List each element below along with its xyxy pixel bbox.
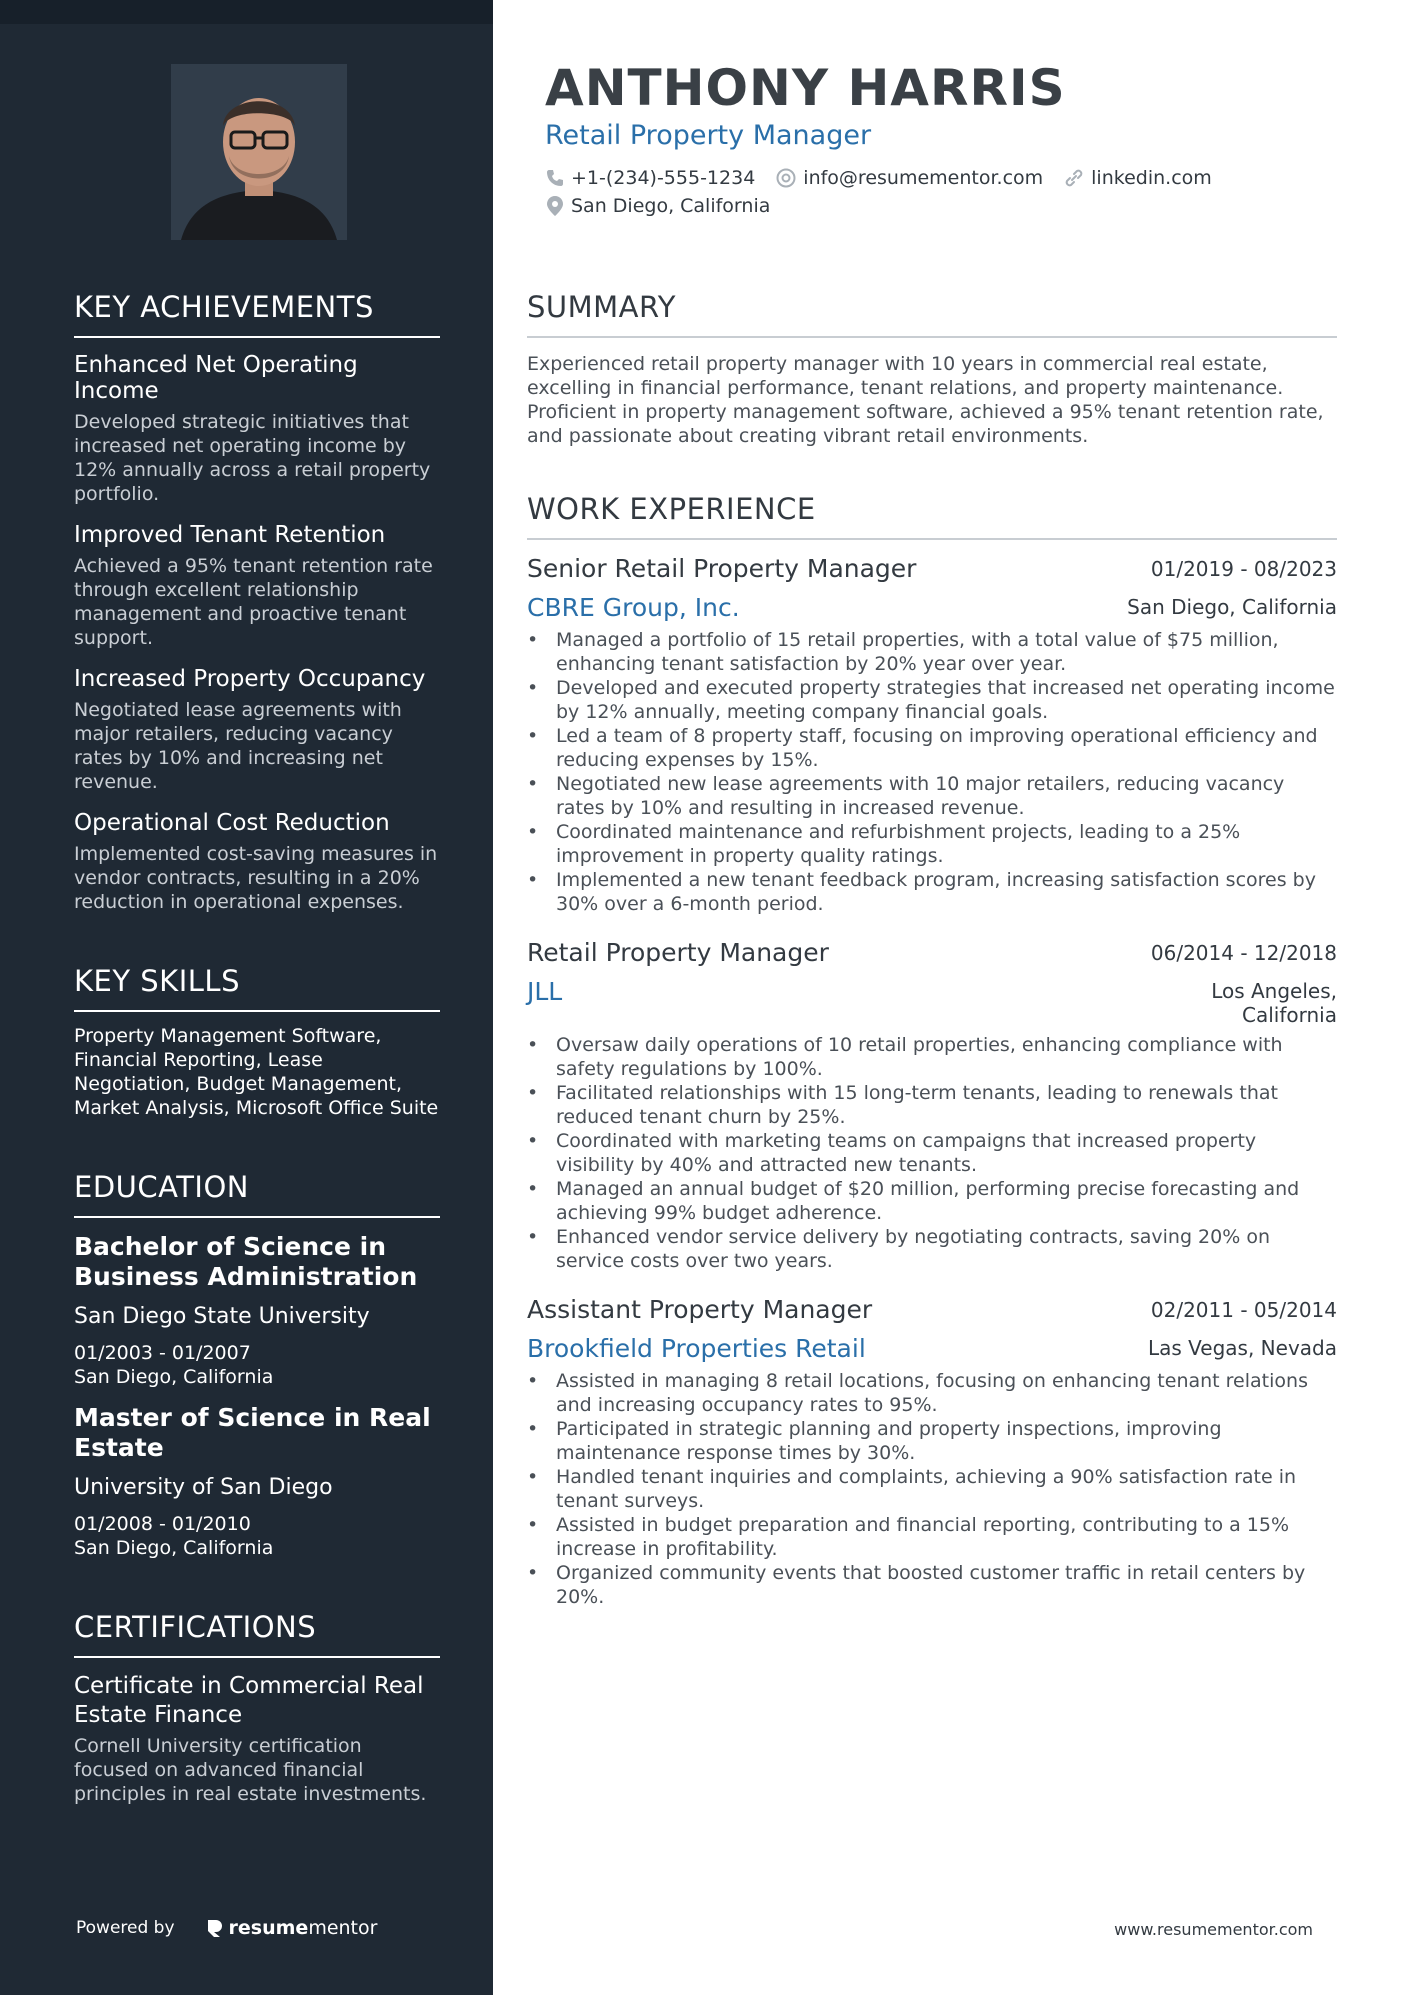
job-bullet: • Coordinated with marketing teams on campaigns that increased property visibility by 40% and attracted new tenants. <box>527 1129 1337 1177</box>
sidebar <box>0 0 493 1995</box>
achievement-desc: Implemented cost-saving measures in vendor contracts, resulting in a 20% reduction in operational expenses. <box>74 843 438 913</box>
contact-email[interactable] <box>775 167 1043 189</box>
summary-heading: SUMMARY <box>527 290 1337 338</box>
resume-header <box>545 58 1345 217</box>
achievement-item <box>74 522 440 650</box>
map-pin-icon <box>545 195 565 217</box>
job-bullet: • Managed a portfolio of 15 retail properties, with a total value of $75 million, enhancing tenant satisfaction by 20% year over year. <box>527 628 1337 676</box>
job-dates: 06/2014 - 12/2018 <box>1150 941 1337 965</box>
certification-desc: Cornell University certification focused on advanced financial principles in real estate investments. <box>74 1735 427 1805</box>
brand-name-light: mentor <box>308 1917 378 1939</box>
contact-location <box>545 195 770 217</box>
job-bullet: • Participated in strategic planning and property inspections, improving maintenance response times by 30%. <box>527 1417 1337 1465</box>
powered-by-label: Powered by <box>76 1918 175 1938</box>
job-bullets <box>527 1033 1337 1273</box>
portrait-image <box>171 64 347 240</box>
job-location <box>1211 979 1337 1027</box>
achievement-item <box>74 352 440 506</box>
main-content <box>527 290 1337 1609</box>
phone-text: +1-(234)-555-1234 <box>571 167 756 189</box>
job-bullet: • Implemented a new tenant feedback program, increasing satisfaction scores by 30% over a 6-month period. <box>527 868 1337 916</box>
achievement-desc: Developed strategic initiatives that increased net operating income by 12% annually across a retail property portfolio. <box>74 411 431 505</box>
job-company: Brookfield Properties Retail <box>527 1334 866 1363</box>
certifications-section <box>74 1610 440 1806</box>
job-bullet: • Organized community events that boosted customer traffic in retail centers by 20%. <box>527 1561 1337 1609</box>
job-entry <box>527 938 1337 1273</box>
job-location-line: California <box>1242 1003 1337 1027</box>
education-location: San Diego, California <box>74 1366 274 1388</box>
summary-section <box>527 290 1337 448</box>
brand-logo[interactable] <box>205 1917 378 1939</box>
contact-phone <box>545 167 755 189</box>
education-school: San Diego State University <box>74 1304 370 1329</box>
education-degree: Master of Science in Real Estate <box>74 1403 431 1462</box>
key-achievements-heading: KEY ACHIEVEMENTS <box>74 290 440 338</box>
job-bullet: • Coordinated maintenance and refurbishment projects, leading to a 25% improvement in property quality ratings. <box>527 820 1337 868</box>
powered-by <box>76 1917 377 1939</box>
sidebar-content <box>74 290 440 1806</box>
contact-linkedin[interactable] <box>1063 167 1212 189</box>
profile-photo <box>171 64 347 240</box>
work-experience-section <box>527 492 1337 1609</box>
education-section <box>74 1170 440 1560</box>
summary-text: Experienced retail property manager with 10 years in commercial real estate, excelling in financial performance, tenant relations, and property maintenance. Proficient in property management software, achieved a 95% tenant retention rate, and passionate about creating vibrant retail environments. <box>527 353 1324 447</box>
education-degree: Bachelor of Science in Business Administration <box>74 1232 418 1291</box>
job-location-line: Los Angeles, <box>1211 979 1337 1003</box>
education-location: San Diego, California <box>74 1537 274 1559</box>
job-bullets <box>527 1369 1337 1609</box>
job-bullet: • Facilitated relationships with 15 long-term tenants, leading to renewals that reduced tenant churn by 25%. <box>527 1081 1337 1129</box>
linkedin-text: linkedin.com <box>1091 167 1212 189</box>
certifications-heading: CERTIFICATIONS <box>74 1610 440 1658</box>
sidebar-top-band <box>0 0 493 24</box>
education-heading: EDUCATION <box>74 1170 440 1218</box>
job-location: San Diego, California <box>1127 595 1337 619</box>
job-company: CBRE Group, Inc. <box>527 593 740 622</box>
job-bullets <box>527 628 1337 916</box>
education-school: University of San Diego <box>74 1475 333 1500</box>
job-company: JLL <box>527 977 563 1006</box>
email-text: info@resumementor.com <box>803 167 1044 189</box>
education-dates: 01/2003 - 01/2007 <box>74 1342 251 1364</box>
key-skills-heading: KEY SKILLS <box>74 964 440 1012</box>
link-icon <box>1063 167 1085 189</box>
education-meta <box>74 1512 440 1560</box>
achievement-title: Increased Property Occupancy <box>74 666 426 692</box>
certification-title: Certificate in Commercial Real Estate Finance <box>74 1673 424 1728</box>
contact-row <box>545 167 1345 189</box>
job-bullet: • Assisted in managing 8 retail locations, focusing on enhancing tenant relations and increasing occupancy rates to 95%. <box>527 1369 1337 1417</box>
candidate-name: ANTHONY HARRIS <box>545 59 1066 117</box>
achievement-item <box>74 810 440 914</box>
candidate-role: Retail Property Manager <box>545 120 872 151</box>
job-bullet: • Handled tenant inquiries and complaints, achieving a 90% satisfaction rate in tenant surveys. <box>527 1465 1337 1513</box>
location-text: San Diego, California <box>571 195 771 217</box>
job-bullet: • Negotiated new lease agreements with 10 major retailers, reducing vacancy rates by 10% and resulting in increased revenue. <box>527 772 1337 820</box>
contact-row-location <box>545 195 1345 217</box>
job-title: Senior Retail Property Manager <box>527 554 917 583</box>
achievement-title: Enhanced Net Operating Income <box>74 352 358 404</box>
achievement-title: Operational Cost Reduction <box>74 810 390 836</box>
job-dates: 01/2019 - 08/2023 <box>1150 557 1337 581</box>
job-entry <box>527 554 1337 916</box>
education-dates: 01/2008 - 01/2010 <box>74 1513 251 1535</box>
achievement-desc: Achieved a 95% tenant retention rate through excellent relationship management and proactive tenant support. <box>74 555 433 649</box>
achievement-item <box>74 666 440 794</box>
job-bullet: • Assisted in budget preparation and financial reporting, contributing to a 15% increase in profitability. <box>527 1513 1337 1561</box>
education-item <box>74 1232 440 1389</box>
job-dates: 02/2011 - 05/2014 <box>1150 1298 1337 1322</box>
job-title: Retail Property Manager <box>527 938 829 967</box>
achievement-title: Improved Tenant Retention <box>74 522 386 548</box>
achievement-desc: Negotiated lease agreements with major retailers, reducing vacancy rates by 10% and increasing net revenue. <box>74 699 402 793</box>
key-skills-section <box>74 964 440 1120</box>
certification-item <box>74 1672 440 1806</box>
job-bullet: • Developed and executed property strategies that increased net operating income by 12% annually, meeting company financial goals. <box>527 676 1337 724</box>
key-achievements-section <box>74 290 440 914</box>
job-bullet: • Oversaw daily operations of 10 retail properties, enhancing compliance with safety regulations by 100%. <box>527 1033 1337 1081</box>
job-bullet: • Managed an annual budget of $20 million, performing precise forecasting and achieving 99% budget adherence. <box>527 1177 1337 1225</box>
job-location: Las Vegas, Nevada <box>1147 1336 1337 1360</box>
job-entry <box>527 1295 1337 1609</box>
skills-list: Property Management Software, Financial Reporting, Lease Negotiation, Budget Management, Market Analysis, Microsoft Office Suite <box>74 1025 439 1119</box>
job-bullet: • Enhanced vendor service delivery by negotiating contracts, saving 20% on service costs over two years. <box>527 1225 1337 1273</box>
resumementor-logo-icon <box>205 1918 223 1938</box>
work-experience-heading: WORK EXPERIENCE <box>527 492 1337 540</box>
education-meta <box>74 1341 440 1389</box>
phone-icon <box>545 168 565 188</box>
job-bullet: • Led a team of 8 property staff, focusing on improving operational efficiency and reducing expenses by 15%. <box>527 724 1337 772</box>
website-link[interactable]: www.resumementor.com <box>1114 1920 1313 1939</box>
at-sign-icon <box>775 167 797 189</box>
education-item <box>74 1403 440 1560</box>
brand-name-bold: resume <box>228 1917 309 1939</box>
job-title: Assistant Property Manager <box>527 1295 873 1324</box>
